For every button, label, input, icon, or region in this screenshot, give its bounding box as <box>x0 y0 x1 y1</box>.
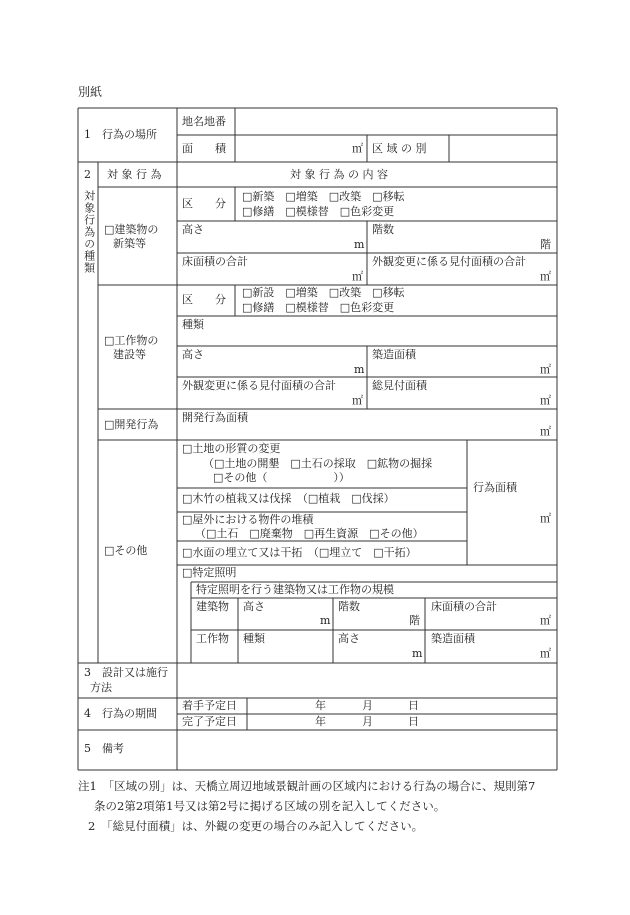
kaihatsu-menseki: 開発行為面積 <box>182 411 248 424</box>
kaihatsu-label[interactable]: □開発行為 <box>104 418 159 431</box>
tochi-sub-1[interactable]: （□土地の開墾 □土石の採取 □鉱物の掘採 <box>203 457 433 470</box>
chikuboku-label[interactable]: □木竹の植栽又は伐採 （□植栽 □伐採） <box>182 492 395 505</box>
chakushu-label: 着手予定日 <box>182 699 237 712</box>
kenchiku-kaisu-unit: 階 <box>540 238 551 251</box>
shomei-takasa2: 高さ <box>338 632 360 645</box>
kosaku-somitsuke-unit: ㎡ <box>540 394 551 407</box>
row2-num: 2 <box>84 168 91 181</box>
kenchiku-takasa-unit: m <box>354 238 365 251</box>
kosaku-takasa: 高さ <box>182 348 204 361</box>
kosaku-chikuzo-unit: ㎡ <box>540 363 551 376</box>
shomei-chikuzo: 築造面積 <box>431 632 475 645</box>
kosaku-takasa-unit: m <box>354 363 365 376</box>
kenchiku-label-1[interactable]: □建築物の <box>104 223 159 236</box>
kanryo-label: 完了予定日 <box>182 715 237 728</box>
shomei-yuka-unit: ㎡ <box>540 614 551 627</box>
menseki-label: 面 積 <box>182 142 226 155</box>
tochi-label[interactable]: □土地の形質の変更 <box>182 442 281 455</box>
row5-label: 5 備考 <box>84 742 124 755</box>
kenchiku-yuka-unit: ㎡ <box>352 270 363 283</box>
koi-menseki-unit: ㎡ <box>540 512 551 525</box>
kosaku-shurui: 種類 <box>182 318 204 331</box>
kenchiku-label-2: 新築等 <box>113 237 146 250</box>
menseki-unit: ㎡ <box>352 142 363 155</box>
kosaku-gaikan: 外観変更に係る見付面積の合計 <box>182 379 336 392</box>
kuiki-label: 区 域 の 別 <box>372 142 427 155</box>
chakushu-tsuki: 月 <box>362 699 373 712</box>
kosaku-label-2: 建設等 <box>113 348 146 361</box>
kosaku-kubun: 区 分 <box>182 293 226 306</box>
kosaku-label-1[interactable]: □工作物の <box>104 334 159 347</box>
row2-side-label: 対象行為の種類 <box>82 190 96 274</box>
row4-label: 4 行為の期間 <box>84 707 157 720</box>
kanryo-tsuki: 月 <box>362 715 373 728</box>
kosaku-chikuzo: 築造面積 <box>372 348 416 361</box>
kanryo-hi: 日 <box>408 715 419 728</box>
chakushu-nen: 年 <box>315 699 326 712</box>
betsushi-label: 別紙 <box>78 85 103 99</box>
suimen-label[interactable]: □水面の埋立て又は干拓 （□埋立て □干拓） <box>182 546 417 559</box>
shomei-takasa: 高さ <box>243 600 265 613</box>
kosaku-gaikan-unit: ㎡ <box>352 394 363 407</box>
kenchiku-options-2[interactable]: □修繕 □模様替 □色彩変更 <box>242 205 395 218</box>
kaihatsu-unit: ㎡ <box>540 425 551 438</box>
kenchiku-takasa: 高さ <box>182 223 204 236</box>
kenchiku-kaisu: 階数 <box>372 223 394 236</box>
okugai-label[interactable]: □屋外における物件の堆積 <box>182 513 314 526</box>
shomei-chikuzo-unit: ㎡ <box>540 647 551 660</box>
koi-menseki-label: 行為面積 <box>473 481 517 494</box>
kosaku-options-1[interactable]: □新設 □増築 □改築 □移転 <box>242 286 405 299</box>
sonota-label[interactable]: □その他 <box>104 544 148 557</box>
shomei-kaisu: 階数 <box>338 600 360 613</box>
kenchiku-options-1[interactable]: □新築 □増築 □改築 □移転 <box>242 190 405 203</box>
shomei-kenchikubutsu: 建築物 <box>196 600 229 613</box>
note-2: 2 「総見付面積」は、外観の変更の場合のみ記入してください。 <box>88 819 424 833</box>
note-1a: 注1 「区域の別」は、天橋立周辺地域景観計画の区域内における行為の場合に、規則第7 <box>78 779 536 793</box>
shomei-takasa-unit: m <box>320 614 331 627</box>
shomei-label[interactable]: □特定照明 <box>182 566 237 579</box>
row2-head-right: 対 象 行 為 の 内 容 <box>290 168 388 181</box>
tochi-sub-2[interactable]: □その他（ ）） <box>213 471 350 484</box>
kenchiku-gaikan: 外観変更に係る見付面積の合計 <box>372 255 526 268</box>
kanryo-nen: 年 <box>315 715 326 728</box>
kosaku-somitsuke: 総見付面積 <box>372 379 427 392</box>
row3-label-2: 方法 <box>90 681 112 694</box>
chimei-label: 地名地番 <box>182 115 226 128</box>
shomei-yuka: 床面積の合計 <box>431 600 497 613</box>
shomei-kibo: 特定照明を行う建築物又は工作物の規模 <box>196 583 394 596</box>
row2-head-left: 対 象 行 為 <box>107 168 162 181</box>
kenchiku-kubun: 区 分 <box>182 197 226 210</box>
shomei-kosakubutsu: 工作物 <box>196 632 229 645</box>
row3-label-1: 3 設計又は施行 <box>84 666 168 679</box>
chakushu-hi: 日 <box>408 699 419 712</box>
shomei-kaisu-unit: 階 <box>409 614 420 627</box>
shomei-shurui: 種類 <box>243 632 265 645</box>
kenchiku-gaikan-unit: ㎡ <box>540 270 551 283</box>
row1-label: 1 行為の場所 <box>84 128 157 141</box>
shomei-takasa2-unit: m <box>412 647 423 660</box>
note-1b: 条の2第2項第1号又は第2号に掲げる区域の別を記入してください。 <box>94 799 446 813</box>
kosaku-options-2[interactable]: □修繕 □模様替 □色彩変更 <box>242 301 395 314</box>
kenchiku-yuka: 床面積の合計 <box>182 255 248 268</box>
okugai-sub[interactable]: （□土石 □廃棄物 □再生資源 □その他） <box>195 527 424 540</box>
